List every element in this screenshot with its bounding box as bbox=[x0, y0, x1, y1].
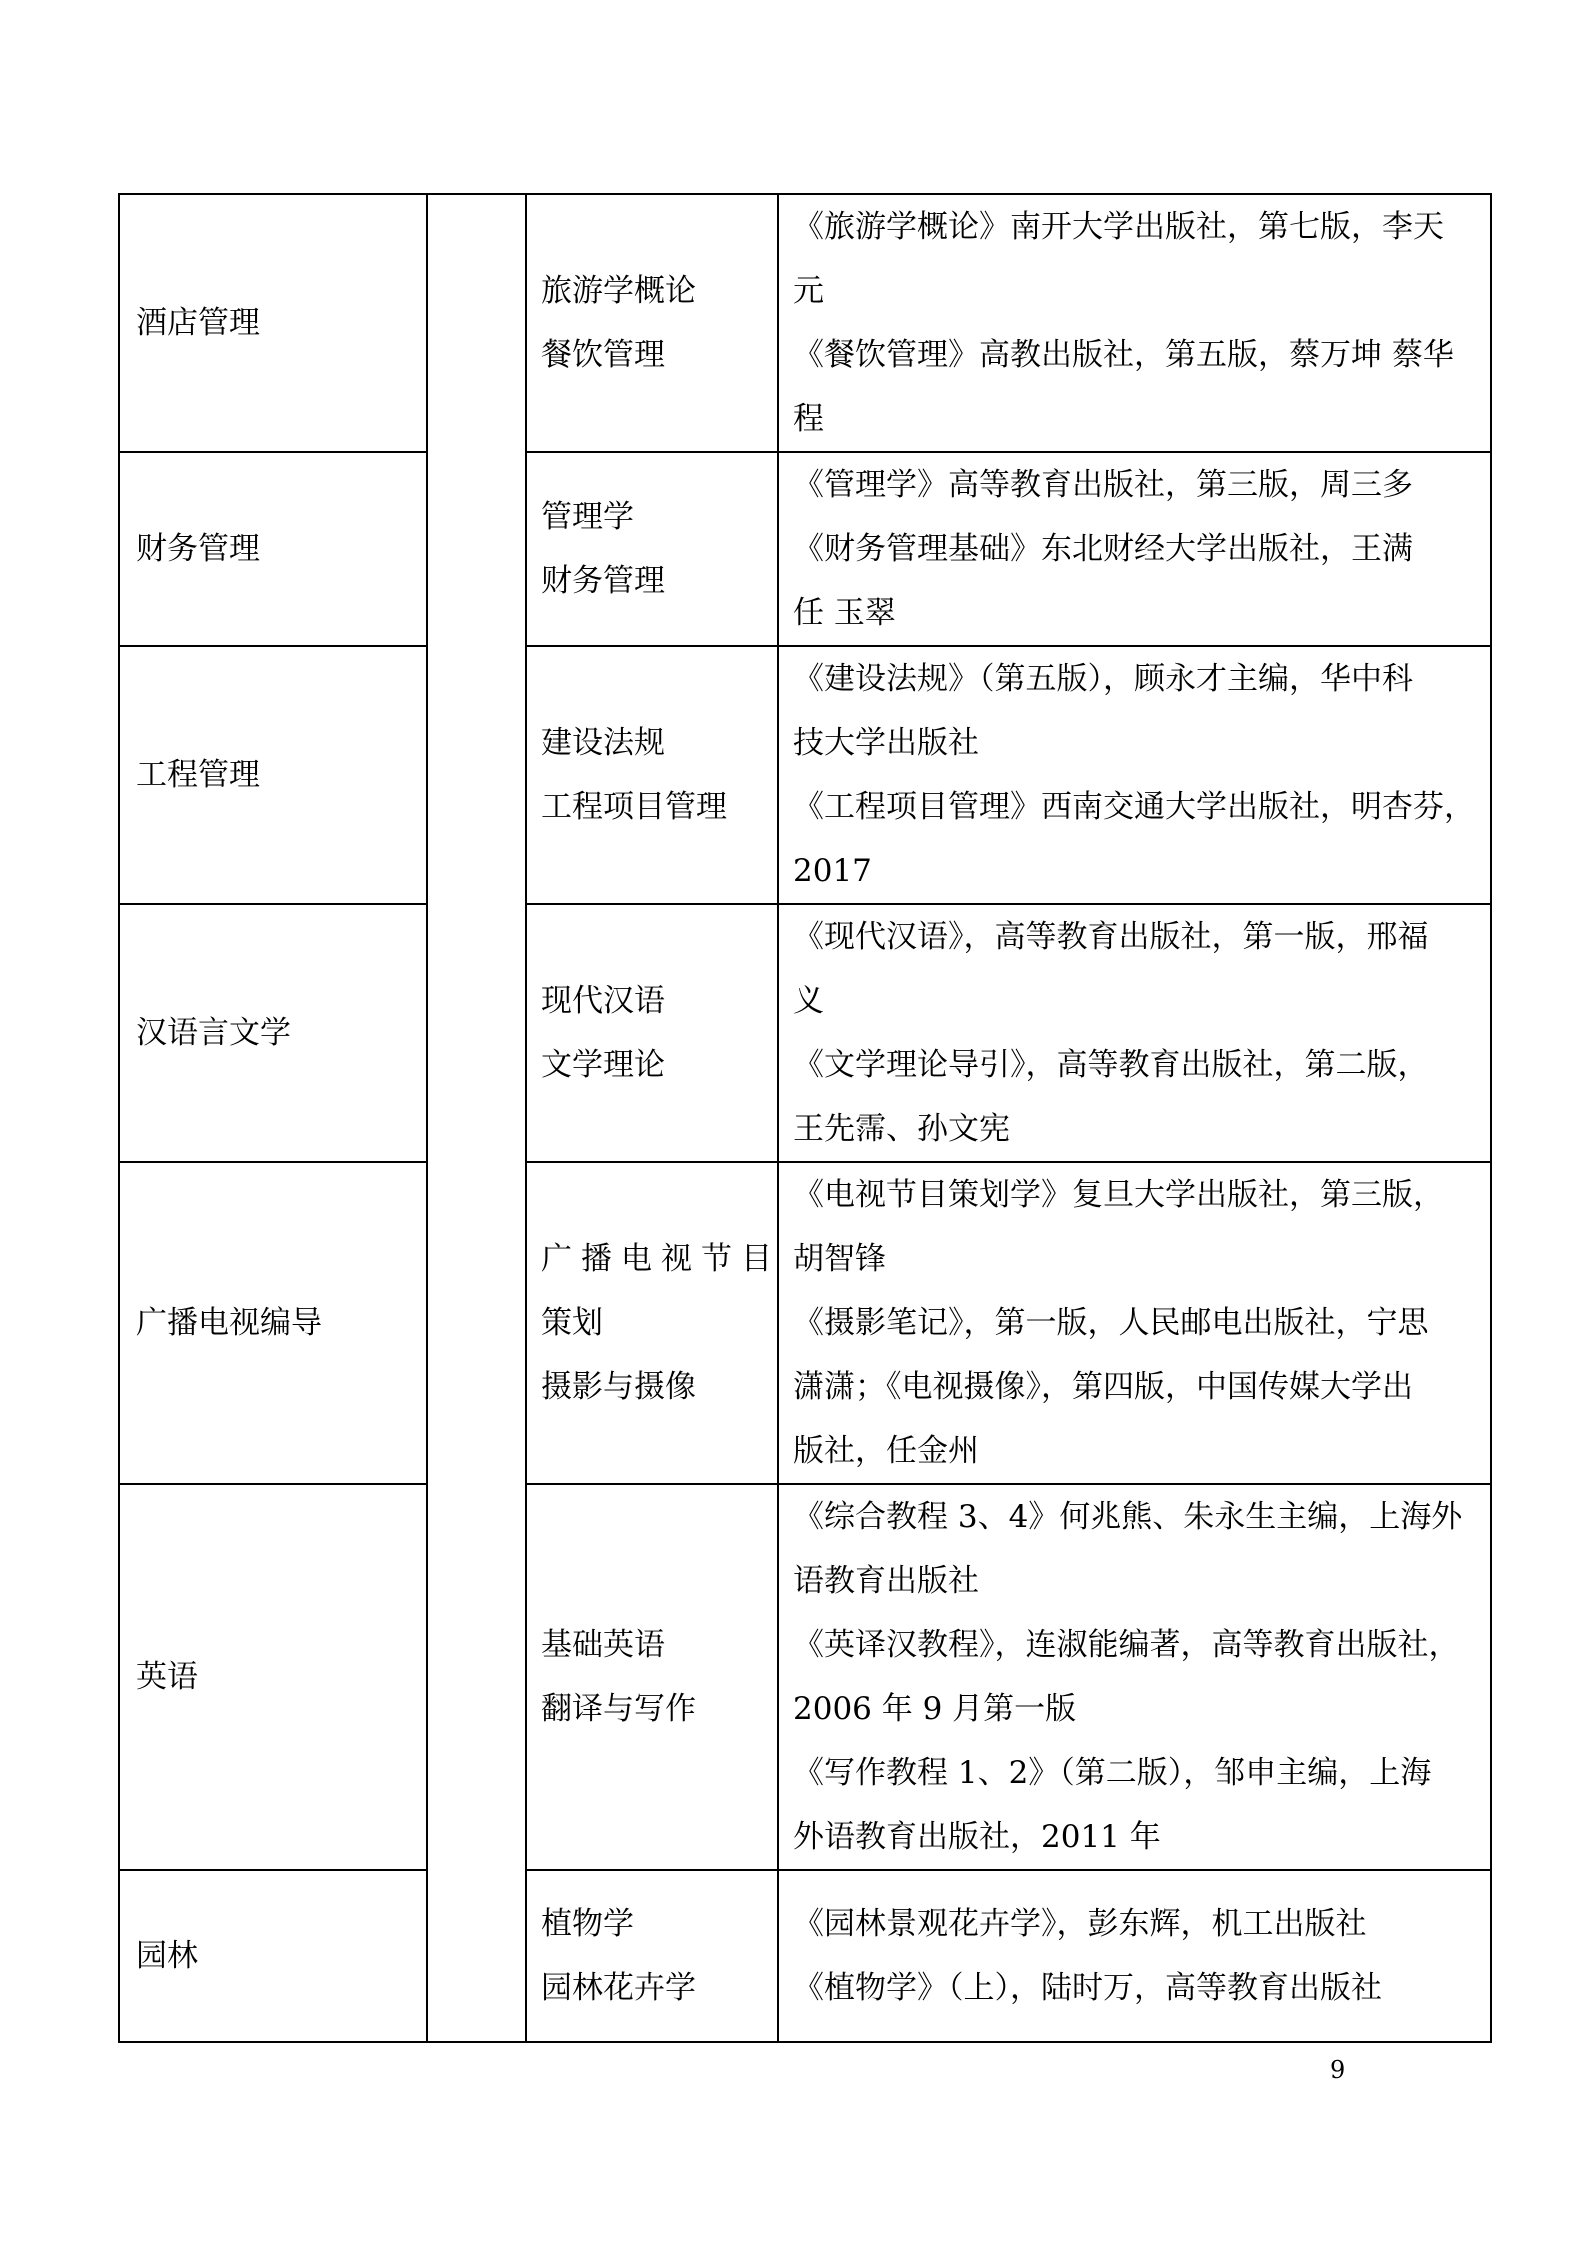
textbook-cell bbox=[778, 1484, 1491, 1870]
textbook-line: 外语教育出版社，2011 年 bbox=[793, 1819, 1161, 1855]
course-name: 翻译与写作 bbox=[541, 1691, 696, 1727]
course-name: 文学理论 bbox=[541, 1047, 665, 1083]
table-body bbox=[119, 194, 1491, 2042]
major-cell bbox=[119, 1870, 427, 2042]
textbook-line: 《财务管理基础》东北财经大学出版社，王满 bbox=[793, 531, 1413, 567]
textbook-cell bbox=[778, 194, 1491, 452]
course-cell bbox=[526, 194, 778, 452]
course-cell bbox=[526, 904, 778, 1162]
textbook-line: 元 bbox=[793, 273, 824, 309]
textbook-line: 2017 bbox=[793, 853, 872, 889]
textbook-line: 《电视节目策划学》复旦大学出版社，第三版， bbox=[793, 1177, 1444, 1213]
textbook-cell bbox=[778, 1870, 1491, 2042]
textbook-cell bbox=[778, 904, 1491, 1162]
table-row bbox=[119, 194, 1491, 452]
curriculum-table bbox=[118, 193, 1492, 2043]
textbook-line: 胡智锋 bbox=[793, 1241, 886, 1277]
course-name: 餐饮管理 bbox=[541, 337, 665, 373]
course-name: 管理学 bbox=[541, 499, 634, 535]
course-name: 建设法规 bbox=[541, 725, 665, 761]
textbook-line: 《综合教程 3、4》何兆熊、朱永生主编，上海外 bbox=[793, 1499, 1463, 1535]
course-name: 摄影与摄像 bbox=[541, 1369, 696, 1405]
major-cell bbox=[119, 194, 427, 452]
textbook-line: 王先霈、孙文宪 bbox=[793, 1111, 1010, 1147]
major-name: 广播电视编导 bbox=[136, 1305, 322, 1341]
course-name: 植物学 bbox=[541, 1906, 634, 1942]
textbook-line: 《园林景观花卉学》，彭东辉，机工出版社 bbox=[793, 1906, 1367, 1942]
major-name: 园林 bbox=[136, 1938, 198, 1974]
table-row bbox=[119, 646, 1491, 904]
empty-cell bbox=[427, 194, 526, 2042]
textbook-line: 《餐饮管理》高教出版社，第五版，蔡万坤 蔡华 bbox=[793, 337, 1454, 373]
textbook-cell bbox=[778, 452, 1491, 646]
major-cell bbox=[119, 646, 427, 904]
textbook-line: 《植物学》（上），陆时万，高等教育出版社 bbox=[793, 1970, 1382, 2006]
textbook-line: 《建设法规》（第五版），顾永才主编，华中科 bbox=[793, 661, 1413, 697]
textbook-line: 版社，任金州 bbox=[793, 1433, 979, 1469]
textbook-line: 《摄影笔记》，第一版，人民邮电出版社，宁思 bbox=[793, 1305, 1429, 1341]
major-cell bbox=[119, 452, 427, 646]
course-cell bbox=[526, 452, 778, 646]
course-cell bbox=[526, 646, 778, 904]
textbook-line: 程 bbox=[793, 401, 824, 437]
course-cell bbox=[526, 1484, 778, 1870]
course-name: 财务管理 bbox=[541, 563, 665, 599]
textbook-cell bbox=[778, 646, 1491, 904]
course-name: 工程项目管理 bbox=[541, 789, 727, 825]
course-name: 基础英语 bbox=[541, 1627, 665, 1663]
major-cell bbox=[119, 1162, 427, 1484]
course-cell bbox=[526, 1162, 781, 1484]
textbook-line: 《英译汉教程》，连淑能编著，高等教育出版社， bbox=[793, 1627, 1460, 1663]
major-cell bbox=[119, 904, 427, 1162]
textbook-line: 技大学出版社 bbox=[793, 725, 979, 761]
table-row bbox=[119, 1484, 1491, 1870]
textbook-line: 潇潇；《电视摄像》，第四版，中国传媒大学出 bbox=[793, 1369, 1413, 1405]
major-name: 英语 bbox=[136, 1659, 198, 1695]
major-name: 汉语言文学 bbox=[136, 1015, 291, 1051]
textbook-line: 《写作教程 1、2》（第二版），邹申主编，上海 bbox=[793, 1755, 1432, 1791]
course-name: 旅游学概论 bbox=[541, 273, 696, 309]
table-row bbox=[119, 452, 1491, 646]
table-row bbox=[119, 1162, 1491, 1484]
textbook-line: 任 玉翠 bbox=[793, 595, 896, 631]
major-name: 工程管理 bbox=[136, 757, 260, 793]
major-name: 酒店管理 bbox=[136, 305, 260, 341]
course-name: 园林花卉学 bbox=[541, 1970, 696, 2006]
table-row bbox=[119, 904, 1491, 1162]
major-cell bbox=[119, 1484, 427, 1870]
textbook-cell bbox=[778, 1162, 1491, 1484]
textbook-line: 《旅游学概论》南开大学出版社，第七版，李天 bbox=[793, 209, 1444, 245]
major-name: 财务管理 bbox=[136, 531, 260, 567]
course-name: 现代汉语 bbox=[541, 983, 665, 1019]
table-row bbox=[119, 1870, 1491, 2042]
textbook-line: 2006 年 9 月第一版 bbox=[793, 1691, 1077, 1727]
textbook-line: 《工程项目管理》西南交通大学出版社，明杏芬， bbox=[793, 789, 1475, 825]
textbook-line: 《管理学》高等教育出版社，第三版，周三多 bbox=[793, 467, 1413, 503]
textbook-line: 《现代汉语》，高等教育出版社，第一版，邢福 bbox=[793, 919, 1429, 955]
page-number: 9 bbox=[1330, 2056, 1346, 2084]
course-name: 广播电视节目 bbox=[541, 1241, 781, 1277]
course-cell bbox=[526, 1870, 778, 2042]
course-name: 策划 bbox=[541, 1305, 603, 1341]
textbook-line: 《文学理论导引》，高等教育出版社，第二版， bbox=[793, 1047, 1429, 1083]
textbook-line: 语教育出版社 bbox=[793, 1563, 979, 1599]
textbook-line: 义 bbox=[793, 983, 824, 1019]
